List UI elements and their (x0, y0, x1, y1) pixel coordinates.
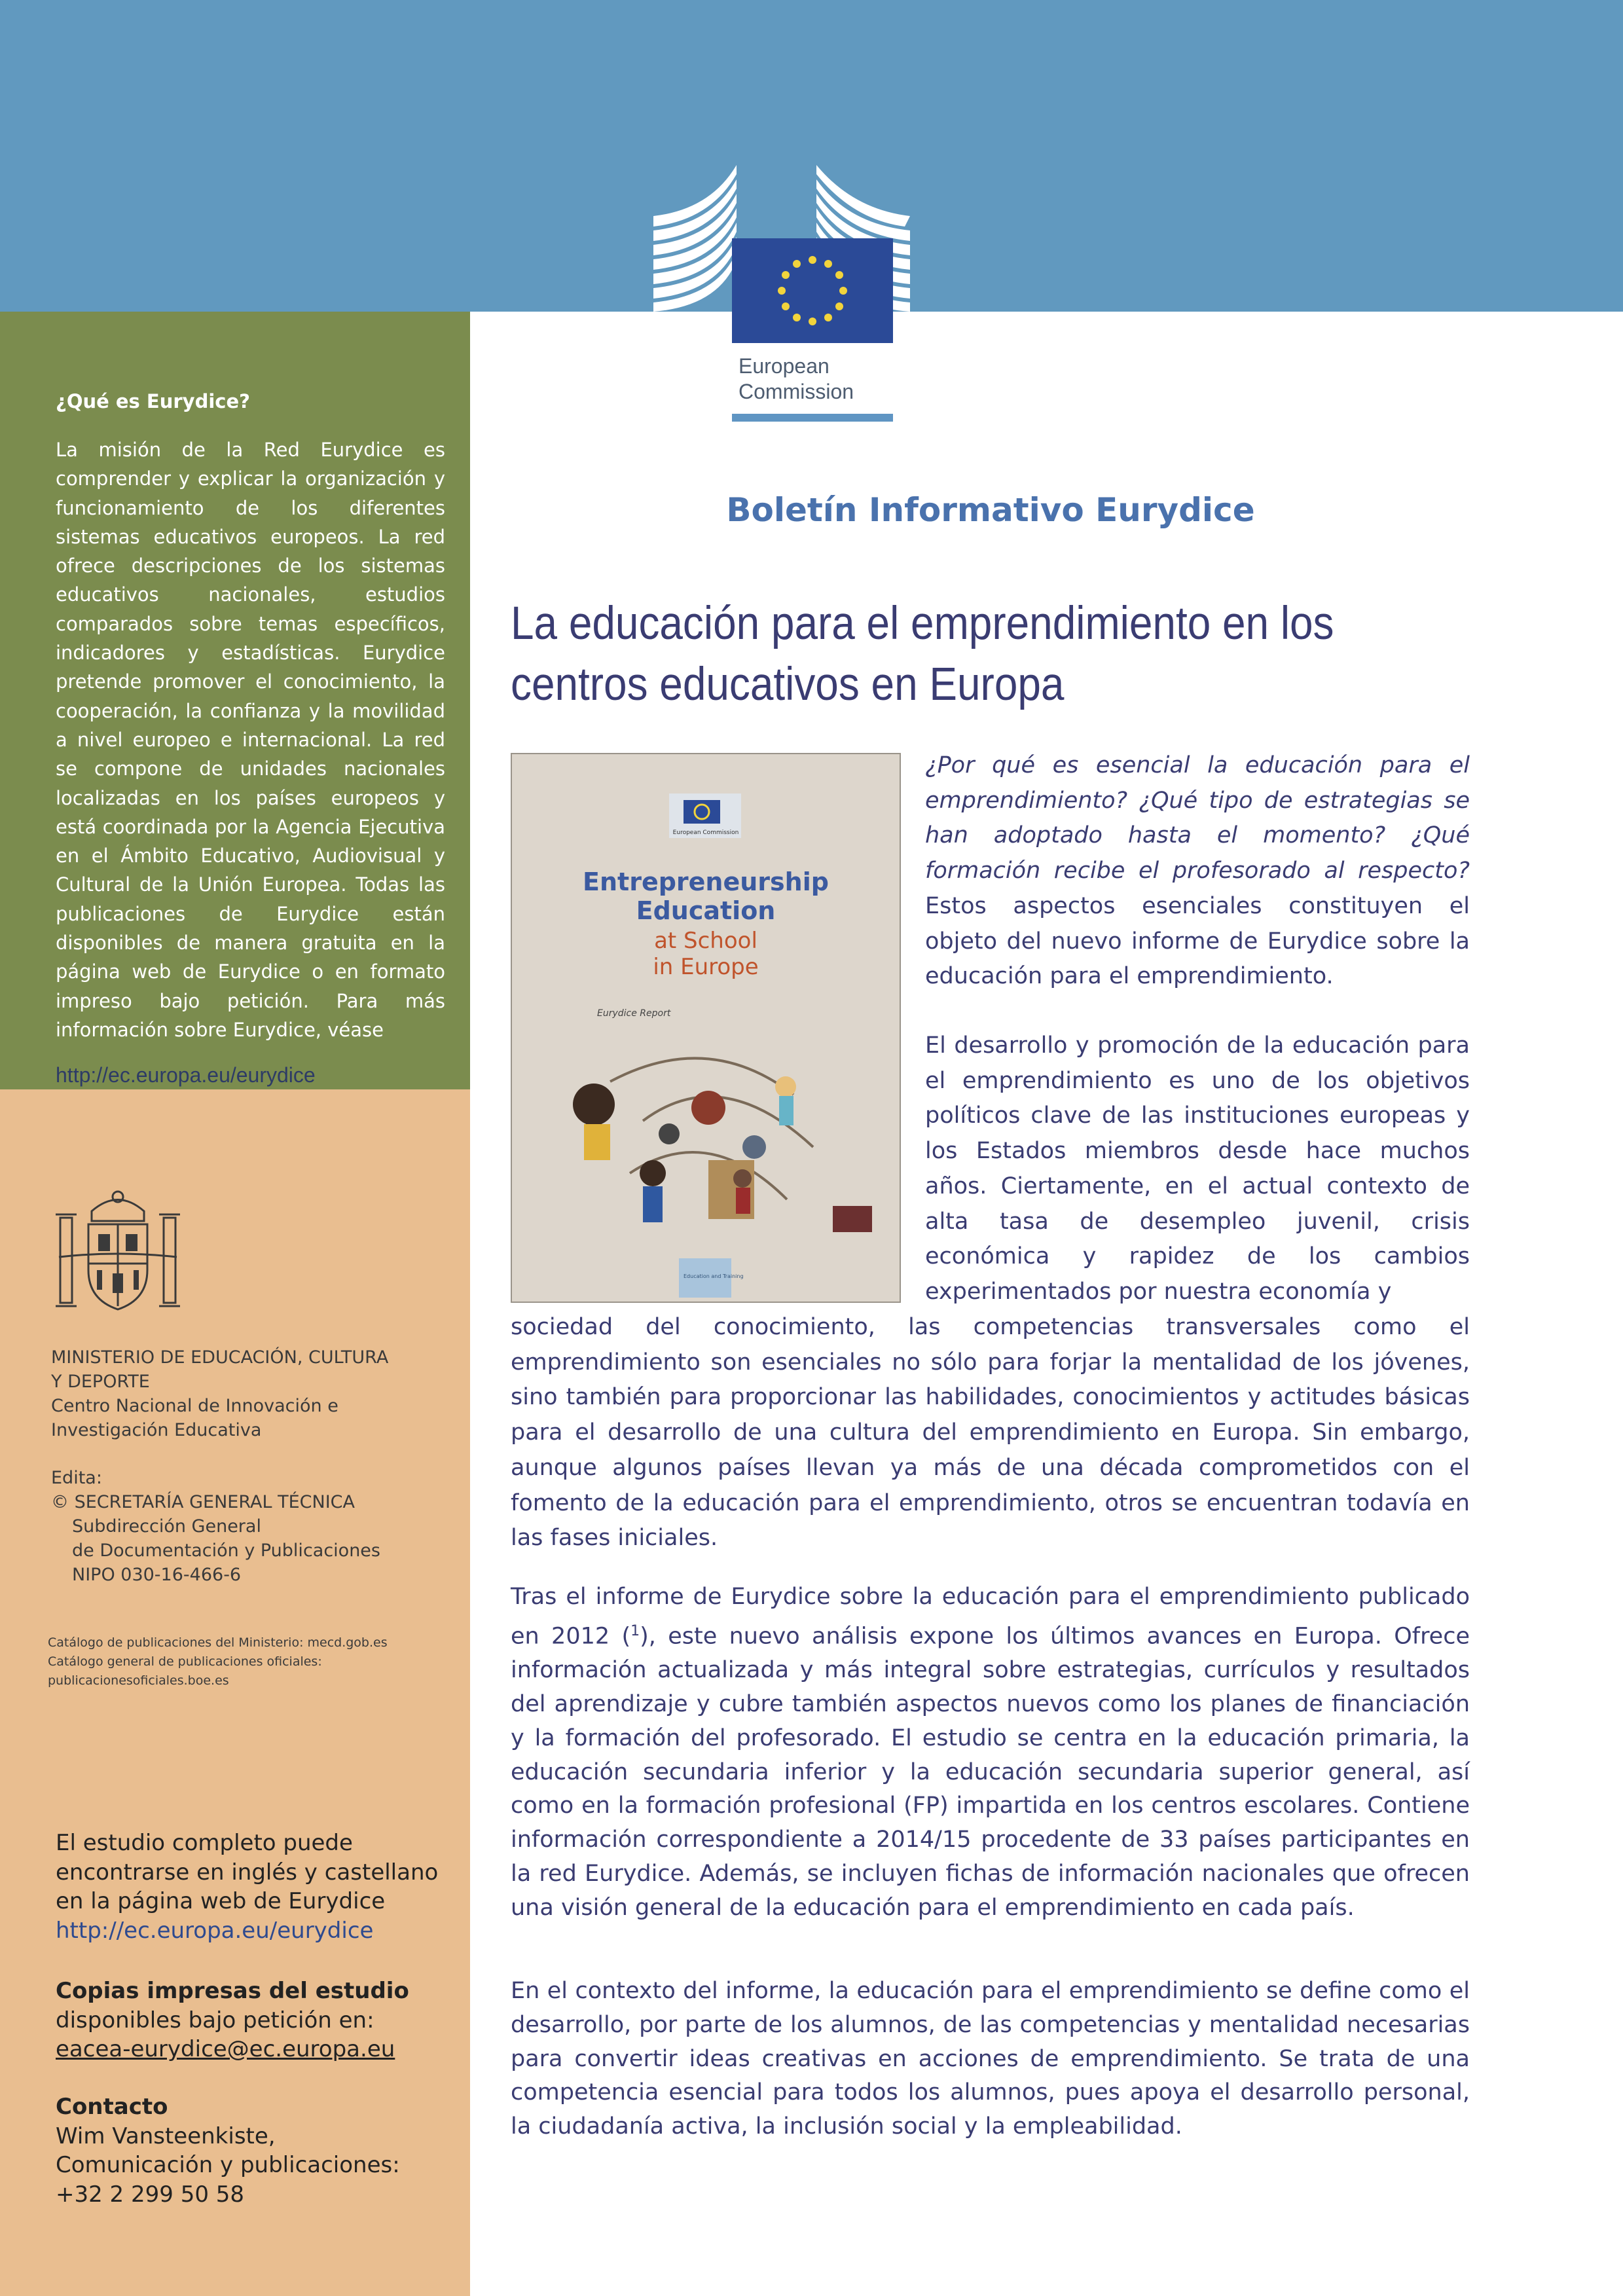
cover-title-1: Entrepreneurship (583, 867, 829, 896)
european-commission-logo (648, 157, 910, 432)
ministry-block (51, 1345, 418, 1587)
contact-name: Wim Vansteenkiste, (56, 2123, 276, 2149)
cover-footer-text: Education and Training (684, 1273, 744, 1279)
ministry-center-1: Centro Nacional de Innovación e (51, 1396, 338, 1416)
ministry-center-2: Investigación Educativa (51, 1420, 262, 1440)
contact-block (56, 2092, 448, 2209)
ministry-name-1: MINISTERIO DE EDUCACIÓN, CULTURA (51, 1347, 389, 1368)
spain-coat-of-arms-icon (52, 1185, 183, 1329)
cover-title-2: Education (636, 896, 776, 925)
page-title (511, 593, 1483, 715)
copies-title: Copias impresas del estudio (56, 1978, 409, 2004)
study-block (56, 1829, 448, 1945)
cover-subtitle-1: at School (654, 928, 757, 954)
cover-subtitle-2: in Europe (653, 954, 759, 980)
sidebar-description: La misión de la Red Eurydice es comprender y explicar la organización y funcionamiento de los diferentes sistemas educativos europeos. La red ofrece descripciones de los sistemas educativos nacionales, estudios comparados sobre temas específicos, indicadores y estadísticas. Eurydice pretende promover el conocimiento, la cooperación, la confianza y la movilidad a nivel europeo e internacional. La red se compone de unidades nacionales localizadas en los países europeos y está coordinada por la Agencia Ejecutiva en el Ámbito Educativo, Audiovisual y Cultural de la Unión Europea. Todas las publicaciones de Eurydice están disponibles de manera gratuita en la página web de Eurydice o en formato impreso bajo petición. Para más información sobre Eurydice, véase (56, 439, 445, 1041)
ministry-secretaria: © SECRETARÍA GENERAL TÉCNICA (51, 1492, 355, 1512)
paragraph-2-bottom: sociedad del conocimiento, las competencias transversales como el emprendimiento son esenciales no sólo para forjar la mentalidad de los jóvenes, sino también para proporcionar las habilidades, conocimientos y actitudes básicas para el desarrollo de una cultura del emprendimiento en Europa. Sin embargo, aunque algunos países llevan ya más de una década comprometidos con el fomento de la educación para el emprendimiento, otros se encuentran todavía en las fases iniciales. (511, 1314, 1470, 1552)
catalog-line-2: Catálogo general de publicaciones oficiales: (48, 1654, 322, 1669)
report-cover-image (511, 753, 901, 1303)
study-line-1: El estudio completo puede (56, 1830, 353, 1856)
intro-paragraph (925, 748, 1470, 994)
paragraph-3-start: Tras el informe de Eurydice sobre la educación para el emprendimiento publicado en 2012 ( (511, 1584, 1470, 1650)
logo-underline (732, 414, 893, 422)
catalog-line-1: Catálogo de publicaciones del Ministerio: mecd.gob.es (48, 1635, 388, 1650)
ministry-edita: Edita: (51, 1468, 102, 1488)
study-link[interactable]: http://ec.europa.eu/eurydice (56, 1917, 374, 1944)
intro-rest: Estos aspectos esenciales constituyen el objeto del nuevo informe de Eurydice sobre la educación para el emprendimiento. (925, 892, 1470, 990)
ministry-nipo: NIPO 030-16-466-6 (72, 1565, 242, 1585)
cover-eu-flag-icon (684, 800, 720, 824)
ministry-sub-2: de Documentación y Publicaciones (72, 1540, 380, 1561)
contact-title: Contacto (56, 2094, 168, 2120)
sidebar-eurydice-link[interactable]: http://ec.europa.eu/eurydice (56, 1063, 316, 1087)
footnote-ref: 1 (630, 1622, 640, 1639)
logo-line-2: Commission (739, 380, 854, 403)
headline-line-2: centros educativos en Europa (511, 659, 1065, 710)
logo-line-1: European (739, 354, 830, 378)
copies-text: disponibles bajo petición en: (56, 2007, 374, 2033)
copies-email-link[interactable]: eacea-eurydice@ec.europa.eu (56, 2036, 395, 2062)
catalog-block (48, 1633, 441, 1690)
study-line-2: encontrarse en inglés y castellano (56, 1859, 439, 1886)
contact-role: Comunicación y publicaciones: (56, 2152, 400, 2178)
sidebar-title: ¿Qué es Eurydice? (56, 390, 250, 412)
paragraph-4: En el contexto del informe, la educación para el emprendimiento se define como el desarrollo, por parte de los alumnos, de las competencias y mentalidad necesarias para convertir ideas creativas en acciones de emprendimiento. Se trata de una competencia esencial para todos los alumnos, pues apoya el desarrollo personal, la ciudadanía activa, la inclusión social y la empleabilidad. (511, 1978, 1470, 2140)
cover-report-label: Eurydice Report (597, 1008, 671, 1019)
ministry-sub-1: Subdirección General (72, 1516, 261, 1537)
paragraph-3 (511, 1580, 1470, 1925)
paragraph-3-rest: ), este nuevo análisis expone los últimos avances en Europa. Ofrece información actualizada y más integral sobre estrategias, currículos y resultados del aprendizaje y cubre también aspectos nuevos como los planes de financiación y la formación del profesorado. El estudio se centra en la educación primaria, la educación secundaria inferior y la educación secundaria superior general, así como en la formación profesional (FP) impartida en los centros escolares. Contiene información correspondiente a 2014/15 procedente de 33 países participantes en la red Eurydice. Además, se incluyen fichas de información nacionales que ofrecen una visión general de la educación para el emprendimiento en cada país. (511, 1623, 1470, 1921)
bulletin-title: Boletín Informativo Eurydice (726, 491, 1255, 529)
contact-phone: +32 2 299 50 58 (56, 2181, 245, 2208)
study-line-3: en la página web de Eurydice (56, 1888, 386, 1914)
headline-line-1: La educación para el emprendimiento en los (511, 598, 1334, 649)
cover-children-illustration (573, 1058, 872, 1232)
intro-questions: ¿Por qué es esencial la educación para el emprendimiento? ¿Qué tipo de estrategias se han adoptado hasta el momento? ¿Qué formación recibe el profesorado al respecto? (925, 752, 1470, 884)
catalog-line-3: publicacionesoficiales.boe.es (48, 1673, 229, 1688)
ministry-name-2: Y DEPORTE (51, 1372, 150, 1392)
paragraph-2-top: El desarrollo y promoción de la educación para el emprendimiento es uno de los objetivos políticos clave de las instituciones europeas y los Estados miembros desde hace muchos años. Ciertamente, en el actual contexto de alta tasa de desempleo juvenil, crisis económica y rapidez de los cambios experimentados por nuestra economía y (925, 1032, 1470, 1305)
copies-block (56, 1977, 448, 2064)
cover-logo-text: European Commission (672, 829, 739, 836)
eu-flag-icon (732, 238, 893, 343)
